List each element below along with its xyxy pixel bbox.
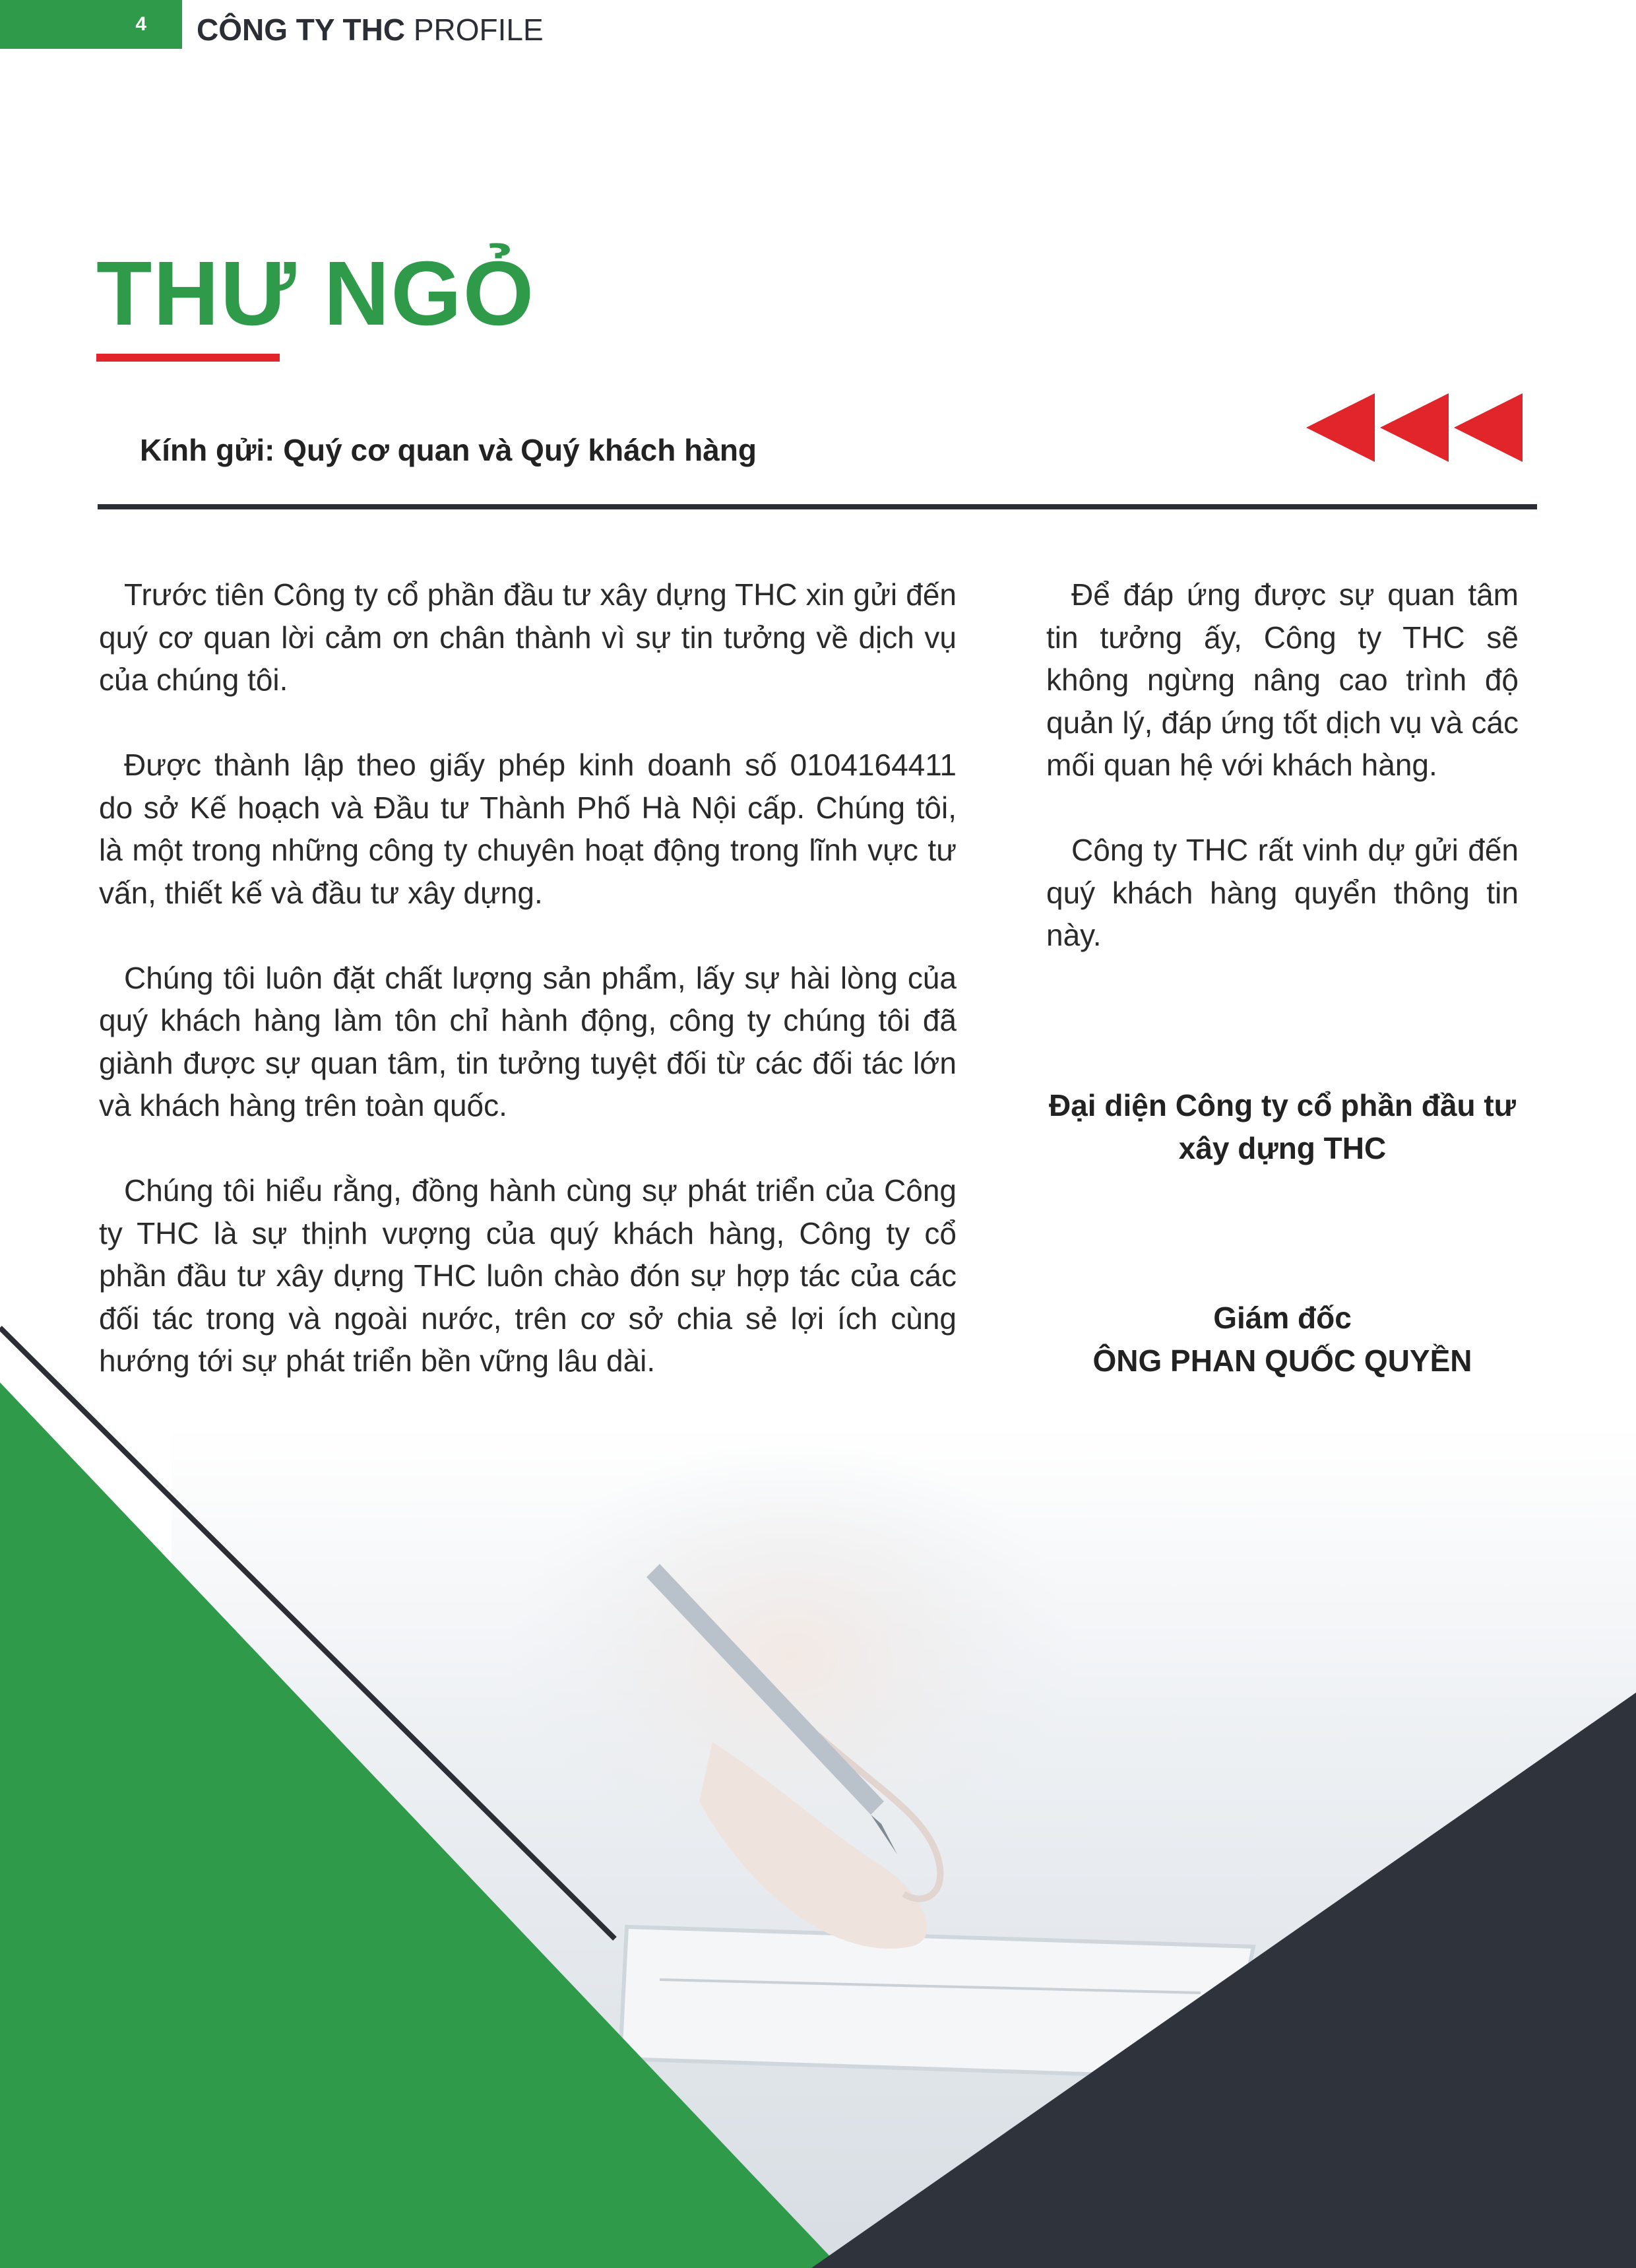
header-title-regular: PROFILE [413, 13, 544, 47]
title-underline [96, 354, 280, 362]
bottom-decoration [0, 1313, 1636, 2268]
director-title: Giám đốc [1213, 1301, 1352, 1335]
letter-paragraph: Chúng tôi luôn đặt chất lượng sản phẩm, lấy sự hài lòng của quý khách hàng làm tôn chỉ hành động, công ty chúng tôi đã giành được sự quan tâm, tin tưởng tuyệt đối từ các đối tác lớn và khách hàng trên toàn quốc. [99, 960, 957, 1122]
page-number-tab [0, 0, 182, 49]
letter-paragraph: Công ty THC rất vinh dự gửi đến quý khách hàng quyển thông tin này. [1046, 833, 1519, 952]
letter-left-column [99, 573, 957, 1425]
representative-line: Đại diện Công ty cổ phần đầu tư [1049, 1088, 1516, 1122]
page-number: 4 [135, 13, 146, 35]
salutation: Kính gửi: Quý cơ quan và Quý khách hàng [140, 433, 757, 467]
director-name: ÔNG PHAN QUỐC QUYỀN [1092, 1343, 1472, 1378]
header-title [197, 9, 544, 50]
triple-left-arrow-icon [1306, 389, 1524, 466]
letter-paragraph: Trước tiên Công ty cổ phần đầu tư xây dựng THC xin gửi đến quý cơ quan lời cảm ơn chân thành vì sự tin tưởng về dịch vụ của chúng tôi. [99, 577, 957, 697]
representative-line: xây dựng THC [1178, 1130, 1387, 1165]
letter-paragraph: Để đáp ứng được sự quan tâm tin tưởng ấy, Công ty THC sẽ không ngừng nâng cao trình độ quản lý, đáp ứng tốt dịch vụ và các mối quan hệ với khách hàng. [1046, 577, 1519, 782]
header-title-bold: CÔNG TY THC [197, 13, 406, 47]
letter-paragraph: Được thành lập theo giấy phép kinh doanh số 0104164411 do sở Kế hoạch và Đầu tư Thành Phố Hà Nội cấp. Chúng tôi, là một trong những công ty chuyên hoạt động trong lĩnh vực tư vấn, thiết kế và đầu tư xây dựng. [99, 748, 957, 910]
page-title: THƯ NGỎ [96, 243, 536, 344]
letter-paragraph: Chúng tôi hiểu rằng, đồng hành cùng sự phát triển của Công ty THC là sự thịnh vượng của quý khách hàng, Công ty cổ phần đầu tư xây dựng THC luôn chào đón sự hợp tác của các đối tác trong và ngoài nước, trên cơ sở chia sẻ lợi ích cùng hướng tới sự phát triển bền vững lâu dài. [99, 1173, 957, 1378]
section-divider [98, 504, 1537, 509]
letter-right-column [1046, 573, 1519, 999]
